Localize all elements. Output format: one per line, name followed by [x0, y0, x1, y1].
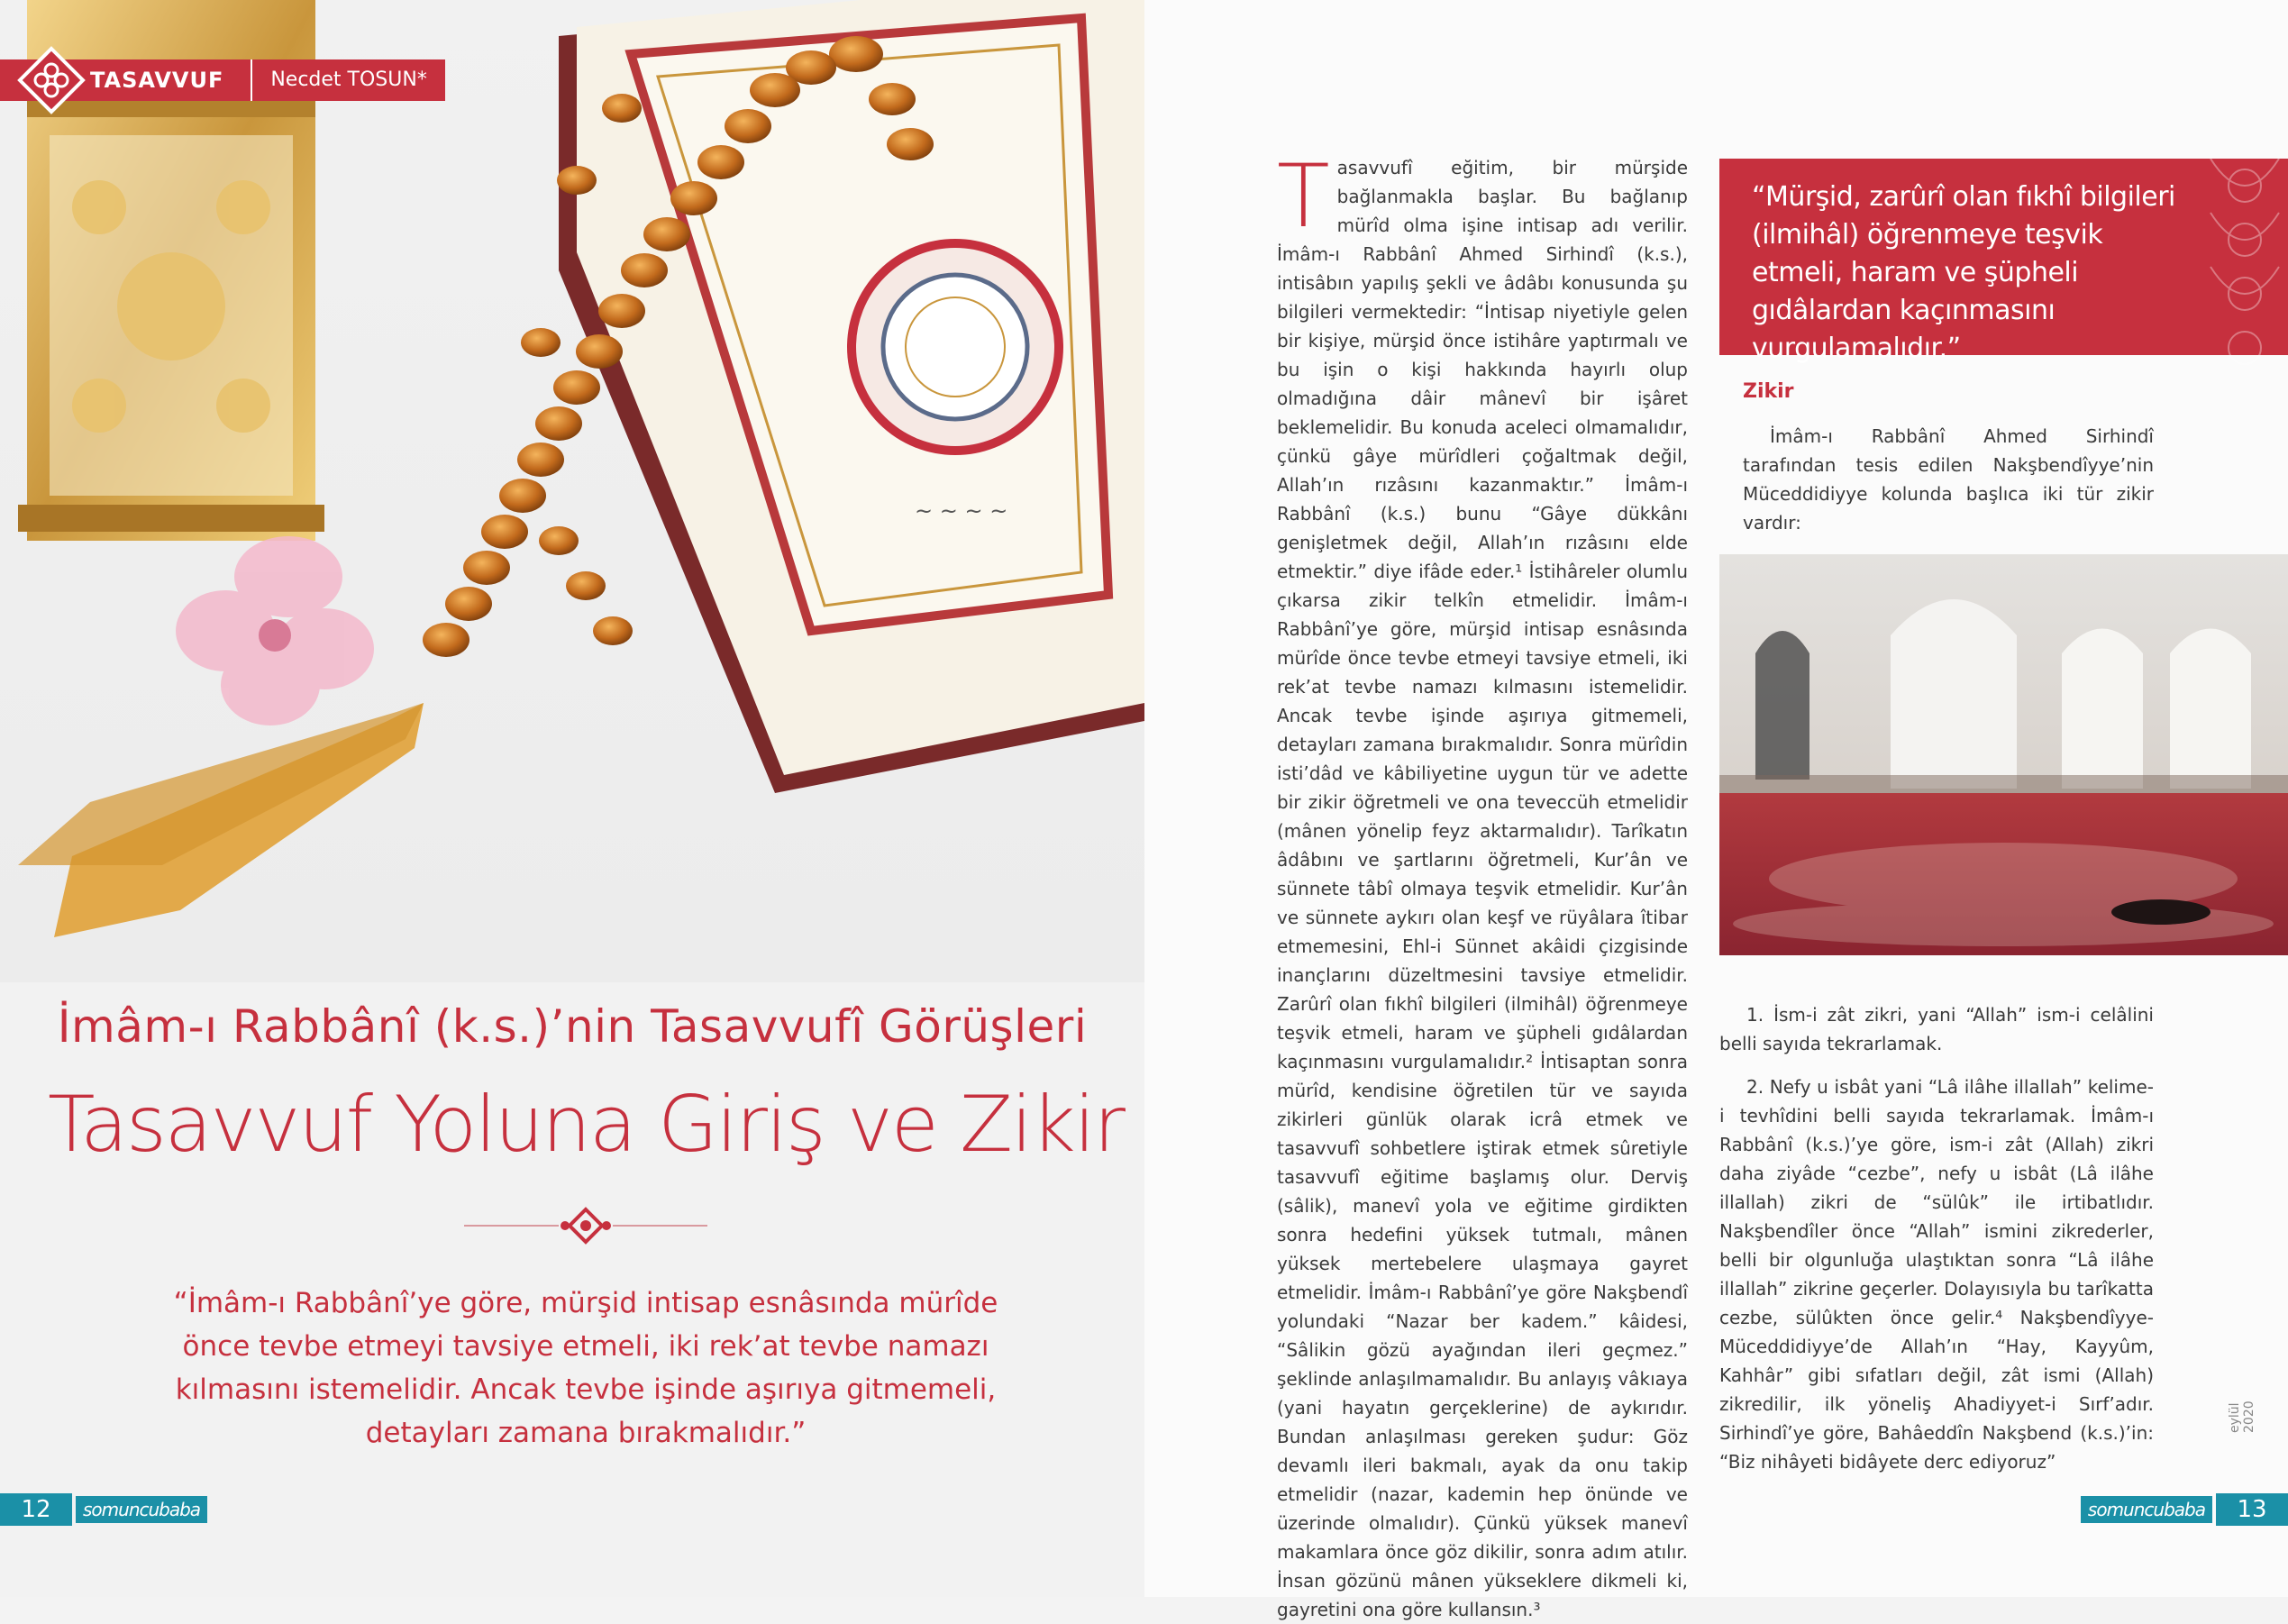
- lead-quote: “İmâm-ı Rabbânî’ye göre, mürşid intisap esnâsında mürîde önce tevbe etmeyi tavsiye etmeli, iki rek’at tevbe namazı kılmasını istemelidir. Ancak tevbe işinde aşırıya gitmemeli, detayları zamana bırakmalıdır.”: [173, 1287, 998, 1449]
- pull-quote-box: [1719, 159, 2288, 364]
- right-page: [1144, 0, 2288, 1620]
- issue-date: eylül 2020: [2228, 1400, 2256, 1433]
- body-text-1: asavvufî eğitim, bir mürşide bağlanmakla başlar. Bu bağlanıp mürîd olma işine intisap adı verilir. İmâm-ı Rabbânî Ahmed Sirhindî (k.s.), intisâbın yapılış şekli ve âdâbı konusunda şu bilgileri vermektedir: “İntisap niyetiyle gelen bir kişiye, mürşid önce istihâre yaptırmalı ve bu işin o kişi hakkında hayırlı olup olmadığına dâir mânevî bir işâret beklemelidir. Bu konuda aceleci olmamalıdır, çünkü gâye mürîdleri çoğaltmak değil, Allah’ın rızâsını kazanmaktır.” İmâm-ı Rabbânî (k.s.) bunu “Gâye dükkânı genişletmek değil, Allah’ın rızâsını elde etmektir.” diye ifâde eder.¹ İstihâreler olumlu çıkarsa zikir telkîn etmelidir. İmâm-ı Rabbânî’ye göre, mürşid intisap esnâsında mürîde önce tevbe etmeyi tavsiye etmeli, iki rek’at tevbe namazı kılmasını istemelidir. Ancak tevbe işinde aşırıya gitmemeli, detayları zamana bırakmalıdır. Sonra mürîdin isti’dâd ve kâbiliyetine uygun tür ve adette bir zikir öğretmeli ve ona teveccüh etmelidir (mânen yönelip feyz aktarmalıdır). Tarîkatın âdâbını ve şartlarını öğretmeli, Kur’ân ve sünnete tâbî olmaya teşvik etmelidir. Kur’ân ve sünnete aykırı olan keşf ve rüyâlara îtibar etmemesini, Ehl-i Sünnet akâidi çizgisinde inançlarını düzeltmesini tavsiye etmelidir. Zarûrî olan fıkhî bilgileri (ilmihâl) öğrenmeye teşvik etmeli, haram ve şüpheli gıdâlardan kaçınmasını vurgulamalıdır.² İntisaptan sonra mürîd, kendisine öğretilen tür ve sayıda zikirleri günlük olarak icrâ etmek ve tasavvufî sohbetlere iştirak etmek sûretiyle tasavvufî eğitime başlamış olur. Derviş (sâlik), manevî yola ve eğitime girdikten sonra hedefini yüksek tutmalı, mânen yüksek mertebelere ulaşmaya gayret etmelidir. İmâm-ı Rabbânî’ye göre Nakşbendî yolundaki “Nazar ber kadem.” kâidesi, “Sâlikin gözü ayağından ileri geçmez.” şeklinde anlaşılmamalıdır. Bu anlayış vâkıaya (yani hayatın gerçeklerine) de aykırıdır. Bundan anlaşılması gereken şudur: Göz devamlı ileri bakmalı, ayak da onu takip etmelidir (nazar, kademin hep önünde ve üzerinde olmalıdır). Çünkü yüksek manevî makamlara önce göz dikilir, sonra adım atılır. İnsan gözünü mânen yükseklere dikmeli ki, gayretini ona göre kullansın.³: [1277, 157, 1688, 1620]
- body-column-1: [1277, 146, 1688, 1624]
- author-label: Necdet TOSUN*: [251, 59, 445, 101]
- magazine-name: somuncubaba: [76, 1496, 207, 1523]
- article-supertitle: İmâm-ı Rabbânî (k.s.)’nin Tasavvufî Görüşleri: [57, 1000, 1088, 1053]
- body-column-2: [1719, 1000, 2154, 1491]
- rosary-quran-photo: [0, 0, 1144, 982]
- left-page: [0, 0, 1144, 1597]
- section-subhead: Zikir: [1743, 380, 1794, 403]
- ornament-divider-icon: [464, 1206, 707, 1245]
- category-label: TASAVVUF: [0, 59, 251, 101]
- ornament-badge-icon: [20, 49, 83, 112]
- article-title: Tasavvuf Yoluna Giriş ve Zikir: [47, 1080, 1124, 1170]
- pull-quote: “Mürşid, zarûrî olan fıkhî bilgileri (ilmihâl) öğrenmeye teşvik etmeli, haram ve şüpheli gıdâlardan kaçınmasını vurgulamalıdır.”: [1752, 181, 2175, 364]
- list-item-1: 1. İsm-i zât zikri, yani “Allah” ism-i celâlini belli sayıda tekrarlamak.: [1719, 1004, 2154, 1054]
- page-number-right: 13: [2216, 1493, 2288, 1526]
- mosque-interior-photo: [1719, 554, 2288, 955]
- list-item-2: 2. Nefy u isbât yani “Lâ ilâhe illallah” kelime-i tevhîdini belli sayıda tekrarlamak. İmâm-ı Rabbânî (k.s.)’ye göre, ism-i zât (Allah) zikri daha ziyâde “cezbe”, nefy u isbât (Lâ ilâhe illallah) zikri de “sülûk” ile irtibatlıdır. Nakşbendîler önce “Allah” ismini zikrederler, belli bir olgunluğa ulaştıktan sonra “Lâ ilâhe illallah” zikrine geçerler. Dolayısıyla bu tarîkatta cezbe, sülûkten önce gelir.⁴ Nakşbendîyye-Müceddidiyye’de Allah’ın “Hay, Kayyûm, Kahhâr” gibi sıfatları değil, zât ismi (Allah) zikredilir, ilk yöneliş Ahadiyyet-i Sırf’adır. Sirhindî’ye göre, Bahâeddîn Nakşbend (k.s.)’in: “Biz nihâyeti bidâyete derc ediyoruz”: [1719, 1076, 2154, 1473]
- magazine-name-right: somuncubaba: [2081, 1496, 2212, 1523]
- zikir-intro: İmâm-ı Rabbânî Ahmed Sirhindî tarafından tesis edilen Nakşbendîyye’nin Müceddidiyye kolunda başlıca iki tür zikir vardır:: [1743, 425, 2154, 534]
- drop-cap: T: [1277, 146, 1330, 247]
- folio-right: [2081, 1493, 2288, 1526]
- page-number: 12: [0, 1493, 72, 1526]
- section-header: [0, 59, 445, 101]
- folio-left: [0, 1493, 207, 1526]
- svg-text:~ ~ ~ ~: ~ ~ ~ ~: [915, 498, 1008, 524]
- floral-pattern-icon: [2201, 159, 2288, 355]
